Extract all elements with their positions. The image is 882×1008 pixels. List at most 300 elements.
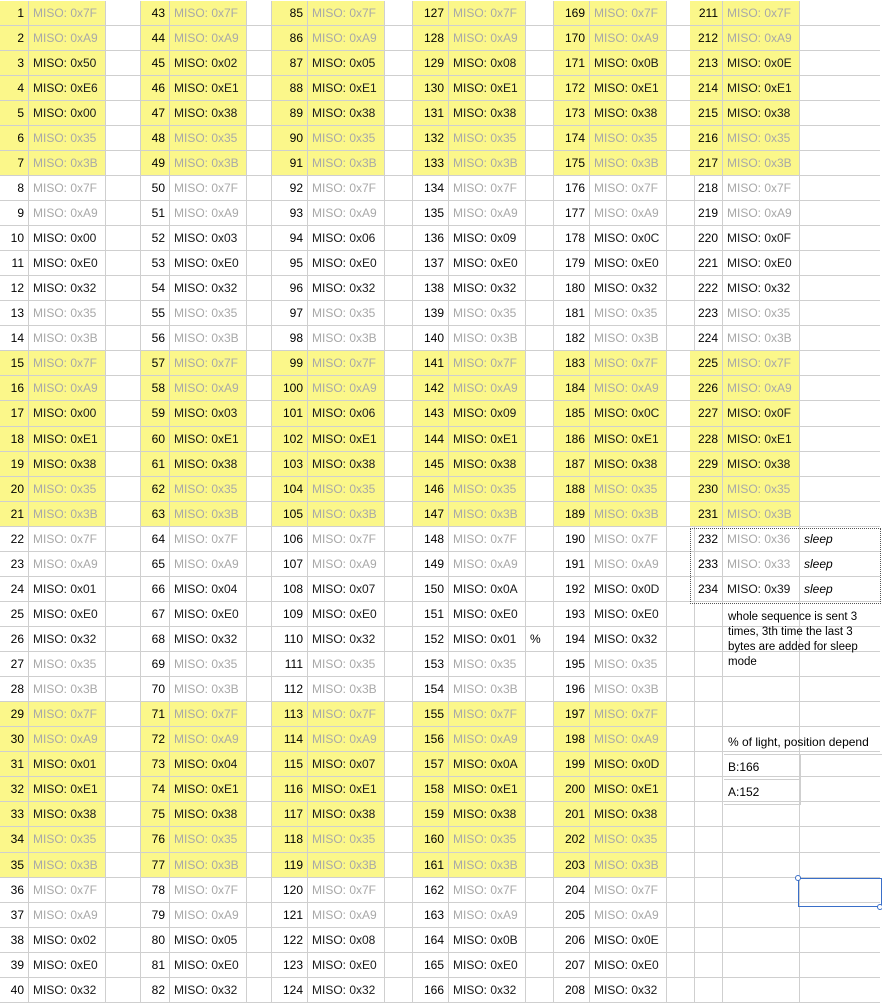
- miso-value-cell[interactable]: MISO: 0xE0: [29, 602, 106, 627]
- row-number[interactable]: 54: [141, 276, 170, 301]
- empty-cell[interactable]: [247, 502, 272, 527]
- empty-cell[interactable]: [385, 151, 413, 176]
- row-number[interactable]: 154: [413, 677, 449, 702]
- row-number[interactable]: 81: [141, 953, 170, 978]
- row-number[interactable]: 116: [272, 777, 308, 802]
- miso-value-cell[interactable]: MISO: 0x7F: [308, 1, 385, 26]
- row-number[interactable]: 86: [272, 26, 308, 51]
- row-number[interactable]: [690, 978, 723, 1003]
- row-number[interactable]: 25: [0, 602, 29, 627]
- row-number[interactable]: 189: [554, 502, 590, 527]
- miso-value-cell[interactable]: MISO: 0x03: [170, 226, 247, 251]
- row-number[interactable]: 63: [141, 502, 170, 527]
- miso-value-cell[interactable]: MISO: 0x3B: [449, 677, 526, 702]
- row-number[interactable]: 55: [141, 301, 170, 326]
- miso-value-cell[interactable]: MISO: 0xE0: [723, 251, 800, 276]
- miso-value-cell[interactable]: MISO: 0xE0: [29, 251, 106, 276]
- row-number[interactable]: 58: [141, 376, 170, 401]
- row-number[interactable]: 33: [0, 802, 29, 827]
- empty-cell[interactable]: [385, 727, 413, 752]
- miso-value-cell[interactable]: MISO: 0x32: [723, 276, 800, 301]
- row-number[interactable]: 175: [554, 151, 590, 176]
- row-number[interactable]: 149: [413, 552, 449, 577]
- empty-cell[interactable]: [247, 827, 272, 853]
- row-number[interactable]: 89: [272, 101, 308, 126]
- miso-value-cell[interactable]: MISO: 0x36: [723, 527, 800, 552]
- empty-cell[interactable]: [800, 101, 880, 126]
- row-number[interactable]: 77: [141, 853, 170, 878]
- a-value-cell[interactable]: A:152: [724, 780, 801, 805]
- empty-cell[interactable]: [106, 502, 141, 527]
- row-number[interactable]: [690, 953, 723, 978]
- miso-value-cell[interactable]: MISO: 0x01: [29, 577, 106, 602]
- miso-value-cell[interactable]: MISO: 0xA9: [170, 903, 247, 928]
- miso-value-cell[interactable]: MISO: 0x0B: [449, 928, 526, 953]
- miso-value-cell[interactable]: MISO: 0x3B: [308, 502, 385, 527]
- miso-value-cell[interactable]: MISO: 0x0E: [590, 928, 667, 953]
- row-number[interactable]: 87: [272, 51, 308, 76]
- row-number[interactable]: 130: [413, 76, 449, 101]
- miso-value-cell[interactable]: MISO: 0x7F: [449, 176, 526, 201]
- row-number[interactable]: 4: [0, 76, 29, 101]
- row-number[interactable]: [690, 702, 723, 727]
- row-number[interactable]: 9: [0, 201, 29, 226]
- miso-value-cell[interactable]: MISO: 0xE1: [29, 777, 106, 802]
- row-number[interactable]: 10: [0, 226, 29, 251]
- miso-value-cell[interactable]: MISO: 0xE1: [723, 76, 800, 101]
- row-number[interactable]: 12: [0, 276, 29, 301]
- miso-value-cell[interactable]: MISO: 0x00: [29, 101, 106, 126]
- row-number[interactable]: 111: [272, 652, 308, 677]
- miso-value-cell[interactable]: MISO: 0xE0: [590, 251, 667, 276]
- empty-cell[interactable]: [106, 276, 141, 301]
- row-number[interactable]: [690, 853, 723, 878]
- empty-cell[interactable]: [247, 577, 272, 602]
- b-value-cell[interactable]: B:166: [724, 755, 801, 780]
- miso-value-cell[interactable]: MISO: 0xE1: [590, 76, 667, 101]
- row-number[interactable]: 73: [141, 752, 170, 777]
- row-number[interactable]: 133: [413, 151, 449, 176]
- row-number[interactable]: 201: [554, 802, 590, 827]
- empty-cell[interactable]: [526, 51, 554, 76]
- miso-value-cell[interactable]: MISO: 0x35: [449, 652, 526, 677]
- row-number[interactable]: 152: [413, 627, 449, 652]
- empty-cell[interactable]: [526, 577, 554, 602]
- empty-cell[interactable]: [526, 452, 554, 477]
- empty-cell[interactable]: [800, 126, 880, 151]
- row-number[interactable]: 232: [690, 527, 723, 552]
- miso-value-cell[interactable]: MISO: 0xE6: [29, 76, 106, 101]
- empty-cell[interactable]: [526, 602, 554, 627]
- row-number[interactable]: 26: [0, 627, 29, 652]
- miso-value-cell[interactable]: MISO: 0x35: [29, 652, 106, 677]
- empty-cell[interactable]: [247, 677, 272, 702]
- row-number[interactable]: 160: [413, 827, 449, 853]
- empty-cell[interactable]: [106, 953, 141, 978]
- empty-cell[interactable]: [247, 777, 272, 802]
- empty-cell[interactable]: [800, 777, 880, 802]
- miso-value-cell[interactable]: MISO: 0xE0: [590, 953, 667, 978]
- empty-cell[interactable]: [526, 126, 554, 151]
- empty-cell[interactable]: [385, 502, 413, 527]
- empty-cell[interactable]: [526, 301, 554, 326]
- empty-cell[interactable]: [526, 226, 554, 251]
- empty-cell[interactable]: [106, 452, 141, 477]
- miso-value-cell[interactable]: MISO: 0x35: [170, 477, 247, 502]
- miso-value-cell[interactable]: MISO: 0x3B: [449, 151, 526, 176]
- row-number[interactable]: 98: [272, 326, 308, 351]
- row-number[interactable]: 43: [141, 1, 170, 26]
- empty-cell[interactable]: [247, 928, 272, 953]
- row-number[interactable]: 143: [413, 401, 449, 427]
- row-number[interactable]: 128: [413, 26, 449, 51]
- miso-value-cell[interactable]: MISO: 0xA9: [723, 201, 800, 226]
- empty-cell[interactable]: [106, 602, 141, 627]
- row-number[interactable]: [690, 827, 723, 853]
- empty-cell[interactable]: [247, 301, 272, 326]
- row-number[interactable]: 129: [413, 51, 449, 76]
- empty-cell[interactable]: [800, 226, 880, 251]
- empty-cell[interactable]: [106, 627, 141, 652]
- empty-cell[interactable]: [526, 101, 554, 126]
- miso-value-cell[interactable]: MISO: 0x33: [723, 552, 800, 577]
- row-number[interactable]: 11: [0, 251, 29, 276]
- row-number[interactable]: 122: [272, 928, 308, 953]
- miso-value-cell[interactable]: MISO: 0x3B: [449, 853, 526, 878]
- row-number[interactable]: 193: [554, 602, 590, 627]
- empty-cell[interactable]: [526, 953, 554, 978]
- empty-cell[interactable]: [385, 76, 413, 101]
- miso-value-cell[interactable]: MISO: 0xA9: [590, 201, 667, 226]
- miso-value-cell[interactable]: MISO: 0x7F: [449, 351, 526, 376]
- miso-value-cell[interactable]: MISO: 0x32: [308, 276, 385, 301]
- miso-value-cell[interactable]: MISO: 0xA9: [308, 552, 385, 577]
- empty-cell[interactable]: [526, 903, 554, 928]
- miso-value-cell[interactable]: MISO: 0xA9: [590, 26, 667, 51]
- empty-cell[interactable]: [800, 201, 880, 226]
- miso-value-cell[interactable]: MISO: 0xA9: [449, 903, 526, 928]
- miso-value-cell[interactable]: MISO: 0x04: [170, 752, 247, 777]
- miso-value-cell[interactable]: MISO: 0x3B: [590, 677, 667, 702]
- miso-value-cell[interactable]: MISO: 0x03: [170, 401, 247, 427]
- row-number[interactable]: 231: [690, 502, 723, 527]
- sleep-note[interactable]: sleep: [800, 552, 880, 577]
- miso-value-cell[interactable]: MISO: 0x38: [29, 452, 106, 477]
- row-number[interactable]: 30: [0, 727, 29, 752]
- miso-value-cell[interactable]: MISO: 0x7F: [449, 878, 526, 903]
- miso-value-cell[interactable]: [723, 978, 800, 1003]
- row-number[interactable]: 96: [272, 276, 308, 301]
- empty-cell[interactable]: [247, 427, 272, 452]
- miso-value-cell[interactable]: MISO: 0x3B: [590, 853, 667, 878]
- miso-value-cell[interactable]: MISO: 0xA9: [29, 26, 106, 51]
- miso-value-cell[interactable]: MISO: 0x7F: [29, 527, 106, 552]
- row-number[interactable]: 183: [554, 351, 590, 376]
- empty-cell[interactable]: [800, 76, 880, 101]
- empty-cell[interactable]: [247, 51, 272, 76]
- row-number[interactable]: 118: [272, 827, 308, 853]
- miso-value-cell[interactable]: MISO: 0x7F: [590, 1, 667, 26]
- row-number[interactable]: 50: [141, 176, 170, 201]
- row-number[interactable]: 107: [272, 552, 308, 577]
- miso-value-cell[interactable]: MISO: 0x7F: [723, 1, 800, 26]
- row-number[interactable]: 88: [272, 76, 308, 101]
- empty-cell[interactable]: [106, 101, 141, 126]
- row-number[interactable]: 67: [141, 602, 170, 627]
- row-number[interactable]: 72: [141, 727, 170, 752]
- row-number[interactable]: 6: [0, 126, 29, 151]
- miso-value-cell[interactable]: MISO: 0x7F: [449, 1, 526, 26]
- row-number[interactable]: [690, 903, 723, 928]
- row-number[interactable]: 204: [554, 878, 590, 903]
- empty-cell[interactable]: [106, 126, 141, 151]
- row-number[interactable]: 38: [0, 928, 29, 953]
- empty-cell[interactable]: [106, 853, 141, 878]
- miso-value-cell[interactable]: MISO: 0xA9: [308, 26, 385, 51]
- row-number[interactable]: 7: [0, 151, 29, 176]
- miso-value-cell[interactable]: MISO: 0xE0: [170, 953, 247, 978]
- empty-cell[interactable]: [800, 452, 880, 477]
- row-number[interactable]: 186: [554, 427, 590, 452]
- row-number[interactable]: 37: [0, 903, 29, 928]
- empty-cell[interactable]: [385, 226, 413, 251]
- miso-value-cell[interactable]: MISO: 0x07: [308, 577, 385, 602]
- empty-cell[interactable]: [247, 802, 272, 827]
- empty-cell[interactable]: [106, 677, 141, 702]
- miso-value-cell[interactable]: MISO: 0x3B: [590, 326, 667, 351]
- row-number[interactable]: 1: [0, 1, 29, 26]
- row-number[interactable]: 62: [141, 477, 170, 502]
- empty-cell[interactable]: [106, 51, 141, 76]
- empty-cell[interactable]: [247, 126, 272, 151]
- row-number[interactable]: 71: [141, 702, 170, 727]
- miso-value-cell[interactable]: [723, 702, 800, 727]
- empty-cell[interactable]: [247, 226, 272, 251]
- miso-value-cell[interactable]: MISO: 0x05: [308, 51, 385, 76]
- empty-cell[interactable]: [526, 351, 554, 376]
- miso-value-cell[interactable]: MISO: 0xA9: [590, 552, 667, 577]
- empty-cell[interactable]: [526, 1, 554, 26]
- row-number[interactable]: 205: [554, 903, 590, 928]
- miso-value-cell[interactable]: MISO: 0x35: [29, 126, 106, 151]
- row-number[interactable]: 139: [413, 301, 449, 326]
- row-number[interactable]: 196: [554, 677, 590, 702]
- empty-cell[interactable]: [385, 878, 413, 903]
- miso-value-cell[interactable]: MISO: 0xA9: [170, 26, 247, 51]
- empty-cell[interactable]: [385, 978, 413, 1003]
- miso-value-cell[interactable]: MISO: 0x32: [170, 276, 247, 301]
- miso-value-cell[interactable]: MISO: 0x3B: [170, 853, 247, 878]
- row-number[interactable]: 119: [272, 853, 308, 878]
- sleep-note[interactable]: sleep: [800, 527, 880, 552]
- miso-value-cell[interactable]: MISO: 0x38: [308, 802, 385, 827]
- miso-value-cell[interactable]: MISO: 0x38: [449, 802, 526, 827]
- miso-value-cell[interactable]: MISO: 0xA9: [590, 376, 667, 401]
- miso-value-cell[interactable]: MISO: 0x35: [29, 477, 106, 502]
- miso-value-cell[interactable]: MISO: 0x3B: [29, 326, 106, 351]
- miso-value-cell[interactable]: MISO: 0x7F: [723, 176, 800, 201]
- empty-cell[interactable]: [247, 151, 272, 176]
- miso-value-cell[interactable]: MISO: 0x7F: [29, 351, 106, 376]
- empty-cell[interactable]: [800, 427, 880, 452]
- empty-cell[interactable]: [106, 802, 141, 827]
- empty-cell[interactable]: [385, 51, 413, 76]
- row-number[interactable]: 91: [272, 151, 308, 176]
- row-number[interactable]: 94: [272, 226, 308, 251]
- row-number[interactable]: 161: [413, 853, 449, 878]
- miso-value-cell[interactable]: MISO: 0x3B: [170, 151, 247, 176]
- row-number[interactable]: 188: [554, 477, 590, 502]
- empty-cell[interactable]: [385, 752, 413, 777]
- empty-cell[interactable]: [106, 878, 141, 903]
- miso-value-cell[interactable]: MISO: 0xE0: [29, 953, 106, 978]
- miso-value-cell[interactable]: MISO: 0x3B: [170, 677, 247, 702]
- empty-cell[interactable]: [106, 827, 141, 853]
- row-number[interactable]: 225: [690, 351, 723, 376]
- miso-value-cell[interactable]: MISO: 0x38: [449, 452, 526, 477]
- empty-cell[interactable]: [385, 376, 413, 401]
- miso-value-cell[interactable]: MISO: 0xE1: [449, 427, 526, 452]
- miso-value-cell[interactable]: MISO: 0x0D: [590, 577, 667, 602]
- row-number[interactable]: 192: [554, 577, 590, 602]
- miso-value-cell[interactable]: MISO: 0xE0: [449, 953, 526, 978]
- row-number[interactable]: 18: [0, 427, 29, 452]
- empty-cell[interactable]: [247, 251, 272, 276]
- empty-cell[interactable]: [385, 602, 413, 627]
- miso-value-cell[interactable]: MISO: 0x01: [29, 752, 106, 777]
- empty-cell[interactable]: [526, 477, 554, 502]
- row-number[interactable]: 28: [0, 677, 29, 702]
- miso-value-cell[interactable]: MISO: 0x7F: [449, 702, 526, 727]
- miso-value-cell[interactable]: MISO: 0xA9: [449, 26, 526, 51]
- miso-value-cell[interactable]: MISO: 0x35: [590, 652, 667, 677]
- row-number[interactable]: 8: [0, 176, 29, 201]
- selected-cell[interactable]: [798, 878, 882, 907]
- miso-value-cell[interactable]: MISO: 0x07: [308, 752, 385, 777]
- row-number[interactable]: 211: [690, 1, 723, 26]
- empty-cell[interactable]: [385, 201, 413, 226]
- miso-value-cell[interactable]: MISO: 0x35: [449, 827, 526, 853]
- row-number[interactable]: 184: [554, 376, 590, 401]
- row-number[interactable]: 148: [413, 527, 449, 552]
- row-number[interactable]: 181: [554, 301, 590, 326]
- empty-cell[interactable]: [247, 76, 272, 101]
- empty-cell[interactable]: [800, 401, 880, 427]
- empty-cell[interactable]: [385, 251, 413, 276]
- miso-value-cell[interactable]: MISO: 0x0C: [590, 401, 667, 427]
- row-number[interactable]: 57: [141, 351, 170, 376]
- empty-cell[interactable]: [800, 702, 880, 727]
- miso-value-cell[interactable]: MISO: 0x38: [449, 101, 526, 126]
- empty-cell[interactable]: [800, 677, 880, 702]
- miso-value-cell[interactable]: MISO: 0x7F: [308, 351, 385, 376]
- miso-value-cell[interactable]: MISO: 0xA9: [170, 552, 247, 577]
- empty-cell[interactable]: [247, 903, 272, 928]
- empty-cell[interactable]: [247, 101, 272, 126]
- row-number[interactable]: 173: [554, 101, 590, 126]
- miso-value-cell[interactable]: MISO: 0xE1: [170, 777, 247, 802]
- miso-value-cell[interactable]: MISO: 0x7F: [170, 176, 247, 201]
- empty-cell[interactable]: [385, 351, 413, 376]
- row-number[interactable]: 110: [272, 627, 308, 652]
- miso-value-cell[interactable]: MISO: 0x7F: [308, 527, 385, 552]
- row-number[interactable]: 64: [141, 527, 170, 552]
- miso-value-cell[interactable]: MISO: 0x3B: [29, 677, 106, 702]
- row-number[interactable]: 69: [141, 652, 170, 677]
- empty-cell[interactable]: [247, 702, 272, 727]
- miso-value-cell[interactable]: MISO: 0x7F: [170, 351, 247, 376]
- miso-value-cell[interactable]: MISO: 0xA9: [590, 727, 667, 752]
- row-number[interactable]: 223: [690, 301, 723, 326]
- row-number[interactable]: 95: [272, 251, 308, 276]
- empty-cell[interactable]: [106, 552, 141, 577]
- miso-value-cell[interactable]: MISO: 0x32: [29, 276, 106, 301]
- row-number[interactable]: 158: [413, 777, 449, 802]
- miso-value-cell[interactable]: MISO: 0x38: [590, 802, 667, 827]
- row-number[interactable]: 176: [554, 176, 590, 201]
- row-number[interactable]: 164: [413, 928, 449, 953]
- miso-value-cell[interactable]: MISO: 0xE1: [449, 76, 526, 101]
- miso-value-cell[interactable]: MISO: 0x38: [723, 452, 800, 477]
- miso-value-cell[interactable]: MISO: 0x35: [590, 126, 667, 151]
- miso-value-cell[interactable]: MISO: 0xE1: [170, 427, 247, 452]
- empty-cell[interactable]: [247, 477, 272, 502]
- miso-value-cell[interactable]: MISO: 0x35: [308, 126, 385, 151]
- empty-cell[interactable]: [247, 376, 272, 401]
- empty-cell[interactable]: [526, 76, 554, 101]
- miso-value-cell[interactable]: MISO: 0xA9: [449, 727, 526, 752]
- miso-value-cell[interactable]: MISO: 0x7F: [590, 527, 667, 552]
- miso-value-cell[interactable]: MISO: 0x7F: [308, 702, 385, 727]
- miso-value-cell[interactable]: [723, 953, 800, 978]
- empty-cell[interactable]: [526, 401, 554, 427]
- miso-value-cell[interactable]: MISO: 0x38: [170, 101, 247, 126]
- miso-value-cell[interactable]: MISO: 0x04: [170, 577, 247, 602]
- row-number[interactable]: 221: [690, 251, 723, 276]
- miso-value-cell[interactable]: MISO: 0xE1: [29, 427, 106, 452]
- empty-cell[interactable]: [385, 427, 413, 452]
- row-number[interactable]: 45: [141, 51, 170, 76]
- empty-cell[interactable]: [247, 26, 272, 51]
- miso-value-cell[interactable]: MISO: 0x39: [723, 577, 800, 602]
- miso-value-cell[interactable]: MISO: 0x3B: [723, 151, 800, 176]
- empty-cell[interactable]: [106, 702, 141, 727]
- row-number[interactable]: 78: [141, 878, 170, 903]
- miso-value-cell[interactable]: MISO: 0x35: [308, 301, 385, 326]
- row-number[interactable]: 82: [141, 978, 170, 1003]
- row-number[interactable]: 44: [141, 26, 170, 51]
- miso-value-cell[interactable]: MISO: 0x3B: [449, 326, 526, 351]
- miso-value-cell[interactable]: MISO: 0x06: [308, 401, 385, 427]
- miso-value-cell[interactable]: MISO: 0x3B: [723, 326, 800, 351]
- row-number[interactable]: 74: [141, 777, 170, 802]
- empty-cell[interactable]: [106, 978, 141, 1003]
- row-number[interactable]: 155: [413, 702, 449, 727]
- empty-cell[interactable]: [526, 777, 554, 802]
- row-number[interactable]: 106: [272, 527, 308, 552]
- row-number[interactable]: 101: [272, 401, 308, 427]
- row-number[interactable]: 35: [0, 853, 29, 878]
- row-number[interactable]: 227: [690, 401, 723, 427]
- row-number[interactable]: 191: [554, 552, 590, 577]
- empty-cell[interactable]: [526, 802, 554, 827]
- row-number[interactable]: 138: [413, 276, 449, 301]
- empty-cell[interactable]: [385, 903, 413, 928]
- miso-value-cell[interactable]: MISO: 0x32: [449, 276, 526, 301]
- selection-handle-bottom[interactable]: [877, 904, 882, 910]
- empty-cell[interactable]: [106, 301, 141, 326]
- empty-cell[interactable]: [800, 176, 880, 201]
